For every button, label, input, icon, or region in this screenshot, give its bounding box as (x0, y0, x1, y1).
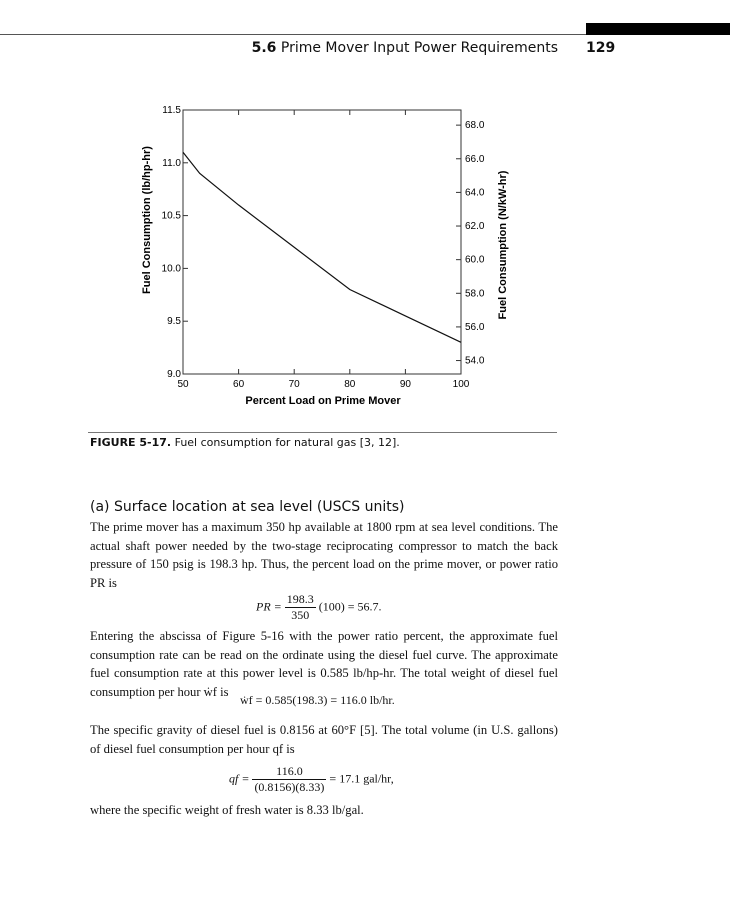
eq1-rhs: (100) = 56.7. (318, 599, 382, 614)
x-axis-label: Percent Load on Prime Mover (245, 395, 401, 407)
y-axis-label: Fuel Consumption (lb/hp-hr) (141, 146, 153, 294)
x-tick-label: 50 (177, 379, 189, 390)
header-rule (0, 34, 586, 35)
y-tick-label: 11.5 (162, 105, 181, 116)
y2-tick-label: 64.0 (465, 187, 485, 199)
equation-fuel-weight: ẇf = 0.585(198.3) = 116.0 lb/hr. (240, 693, 395, 707)
eq3-denominator: (0.8156)(8.33) (254, 780, 325, 794)
plot-frame (183, 110, 461, 374)
header-section-number: 5.6 (251, 40, 277, 56)
header-section-title: Prime Mover Input Power Requirements (280, 40, 558, 56)
x-tick-label: 60 (233, 379, 245, 390)
equation-power-ratio (256, 592, 382, 623)
eq1-numerator: 198.3 (286, 592, 314, 606)
page-number: 129 (586, 40, 616, 56)
paragraph-4: where the specific weight of fresh water is 8.33 lb/gal. (90, 803, 364, 817)
chart-lines (183, 152, 461, 342)
eq3-fraction (252, 764, 326, 795)
y2-tick-label: 68.0 (465, 120, 485, 132)
paragraph-3: The specific gravity of diesel fuel is 0.8156 at 60°F [5]. The total volume (in U.S. gallons) of diesel fuel consumption per hour qf is (90, 723, 558, 756)
fuel-consumption-chart (130, 100, 530, 410)
y-tick-label: 10.5 (161, 210, 181, 222)
y2-tick-label: 54.0 (465, 355, 485, 367)
x-tick-label: 80 (344, 379, 356, 390)
figure-rule (88, 432, 557, 433)
y-tick-label: 11.0 (162, 157, 181, 169)
running-header (0, 40, 730, 60)
paragraph-1: The prime mover has a maximum 350 hp available at 1800 rpm at sea level conditions. The actual shaft power needed by the two-stage reciprocating compressor to match the back pressure of 150 psig is 198.3 hp. Thus, the percent load on the prime mover, or power ratio PR is (90, 520, 558, 590)
eq3-lhs: qf = (229, 771, 250, 786)
figure-caption (90, 436, 400, 449)
y2-tick-label: 56.0 (465, 321, 485, 333)
y-tick-label: 9.0 (167, 369, 181, 380)
equation-fuel-volume (229, 764, 394, 795)
header-title (252, 40, 558, 56)
x-tick-label: 90 (399, 379, 411, 390)
eq1-denominator: 350 (291, 608, 310, 622)
section-heading: (a) Surface location at sea level (USCS units) (90, 499, 405, 515)
x-tick-label: 100 (452, 379, 470, 390)
x-tick-label: 70 (288, 379, 300, 390)
eq3-rhs: = 17.1 gal/hr, (329, 771, 394, 786)
eq1-lhs: PR = (256, 599, 282, 614)
y2-tick-label: 62.0 (465, 221, 485, 233)
y2-tick-label: 66.0 (465, 153, 485, 165)
y2-tick-label: 58.0 (465, 288, 485, 300)
eq3-numerator: 116.0 (252, 764, 326, 780)
eq1-fraction (285, 592, 316, 623)
y-tick-label: 9.5 (167, 316, 181, 328)
y2-tick-label: 60.0 (465, 254, 485, 266)
y-tick-label: 10.0 (161, 263, 181, 275)
series-line (183, 152, 461, 342)
figure-caption-text: Fuel consumption for natural gas [3, 12]. (174, 436, 400, 449)
chart-ticks (162, 105, 485, 390)
figure-label: FIGURE 5-17. (90, 436, 172, 449)
header-black-bar (586, 23, 730, 35)
y2-axis-label: Fuel Consumption (N/kW-hr) (497, 170, 509, 320)
paragraph-2: Entering the abscissa of Figure 5-16 with the power ratio percent, the approximate fuel consumption rate can be read on the ordinate using the diesel fuel curve. The approximate fuel consumption rate at this power level is 0.585 lb/hp-hr. The total weight of diesel fuel consumption per hour ẇf is (90, 629, 558, 699)
chart-frame (183, 110, 461, 374)
